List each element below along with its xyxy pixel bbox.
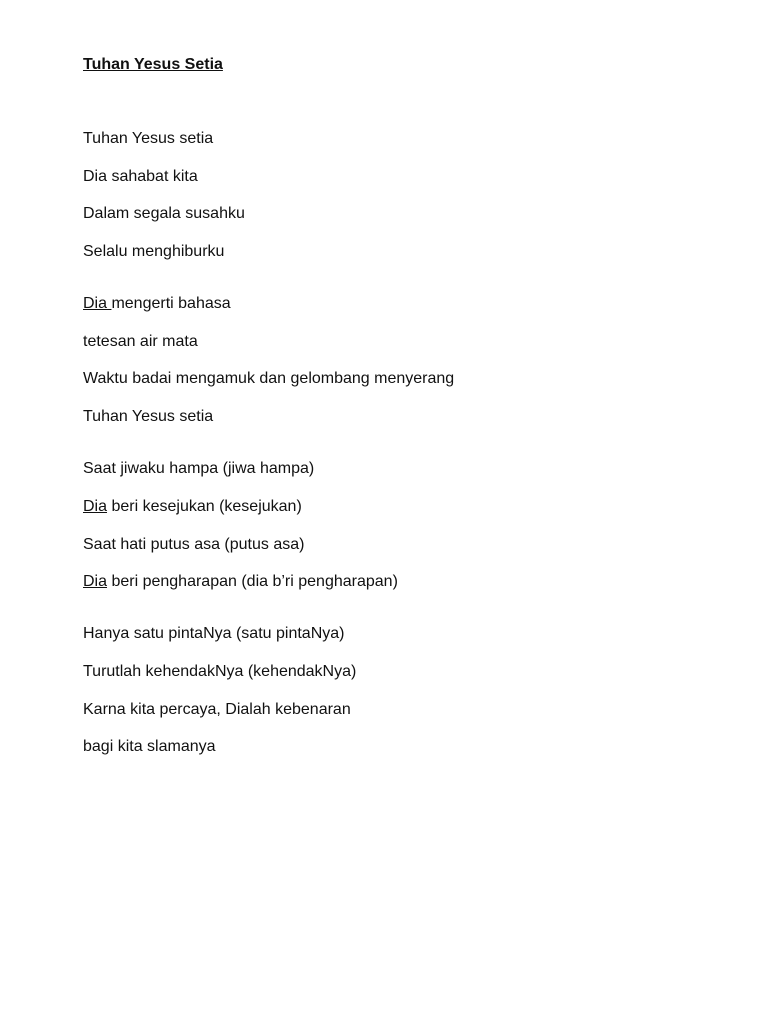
line-text: tetesan air mata xyxy=(83,332,198,350)
line-text: beri pengharapan (dia b’ri pengharapan) xyxy=(107,573,398,591)
lyric-line xyxy=(83,458,703,480)
line-text: Karna kita percaya, Dialah kebenaran xyxy=(83,700,351,718)
stanza-3 xyxy=(83,458,703,593)
lyric-line xyxy=(83,661,703,683)
underlined-word: Dia xyxy=(83,295,112,313)
line-text: Waktu badai mengamuk dan gelombang menyerang xyxy=(83,370,455,388)
lyric-line xyxy=(83,623,703,645)
lyric-line xyxy=(83,699,703,721)
line-text: Saat hati putus asa (putus asa) xyxy=(83,535,305,553)
line-text: Tuhan Yesus setia xyxy=(83,130,214,147)
stanza-2 xyxy=(83,293,703,428)
lyric-line xyxy=(83,368,703,390)
line-text: beri kesejukan (kesejukan) xyxy=(107,497,302,515)
lyric-line xyxy=(83,496,703,518)
line-text: Dalam segala susahku xyxy=(83,205,245,223)
underlined-word: Dia xyxy=(83,497,108,515)
lyric-line xyxy=(83,293,703,315)
song-title: Tuhan Yesus Setia xyxy=(83,56,223,73)
lyric-line xyxy=(83,406,703,428)
lyric-line xyxy=(83,331,703,353)
line-text: Tuhan Yesus setia xyxy=(83,408,214,426)
stanza-4 xyxy=(83,623,703,758)
lyric-line xyxy=(83,571,703,593)
line-text: Selalu menghiburku xyxy=(83,243,225,261)
line-text: mengerti bahasa xyxy=(111,295,231,313)
underlined-word: Dia xyxy=(83,573,108,591)
stanza-1 xyxy=(83,128,703,263)
lyric-line xyxy=(83,203,703,225)
lyric-line xyxy=(83,166,703,188)
lyric-line xyxy=(83,534,703,556)
line-text: Turutlah kehendakNya (kehendakNya) xyxy=(83,662,357,680)
line-text: Dia sahabat kita xyxy=(83,167,198,185)
document-page xyxy=(83,54,703,774)
lyric-line xyxy=(83,736,703,758)
line-text: Hanya satu pintaNya (satu pintaNya) xyxy=(83,625,345,643)
lyric-line xyxy=(83,128,703,150)
line-text: Saat jiwaku hampa (jiwa hampa) xyxy=(83,460,315,478)
lyric-line xyxy=(83,241,703,263)
line-text: bagi kita slamanya xyxy=(83,738,216,756)
